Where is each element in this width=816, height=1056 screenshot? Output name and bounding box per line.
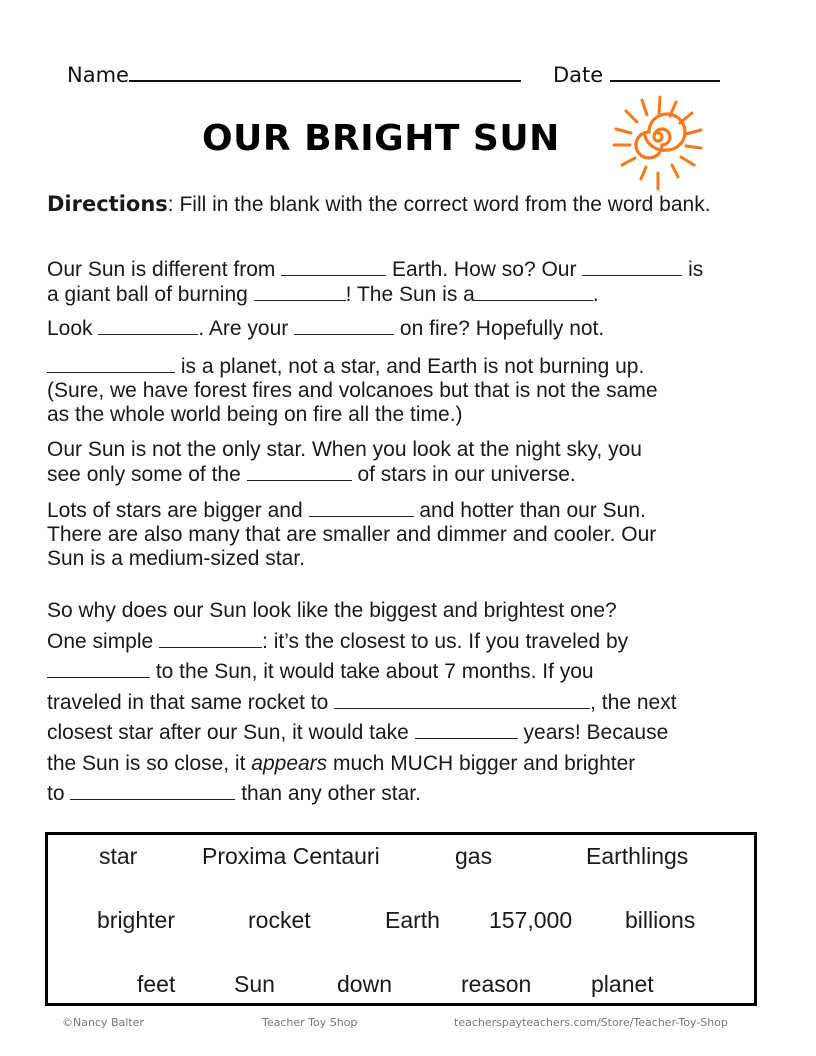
text: the Sun is so close, it [47, 751, 252, 775]
text: ! The Sun is a [345, 283, 475, 306]
text: to the Sun, it would take about 7 months. If you [150, 660, 594, 683]
date-blank[interactable] [610, 60, 720, 82]
text: One simple [47, 629, 160, 653]
date-field[interactable] [553, 60, 720, 87]
blank-8[interactable] [247, 462, 352, 481]
word-bank-item: star [99, 843, 138, 869]
text: see only some of the [47, 463, 247, 486]
text: So why does our Sun look like the biggest and brightest one? [47, 599, 617, 622]
text: . Are your [198, 317, 295, 340]
text: Our Sun is not the only star. When you look at the night sky, you [47, 438, 642, 461]
word-bank-item: reason [461, 971, 532, 997]
text: . [592, 283, 599, 306]
word-bank-item: Earth [385, 907, 440, 933]
text: Sun is a medium-sized star. [47, 547, 305, 570]
paragraph-5 [47, 498, 787, 571]
name-blank[interactable] [129, 60, 521, 82]
text: on fire? Hopefully not. [394, 317, 605, 340]
directions [47, 192, 711, 217]
text: as the whole world being on fire all the time.) [47, 403, 463, 426]
text: much MUCH bigger and brighter [327, 751, 636, 775]
blank-9[interactable] [309, 498, 414, 517]
text: closest star after our Sun, it would take [47, 721, 415, 744]
paragraph-4 [47, 438, 787, 487]
blank-7[interactable] [47, 354, 175, 373]
date-label: Date [553, 63, 604, 87]
text: (Sure, we have forest fires and volcanoes but that is not the same [47, 379, 658, 402]
word-bank-item: gas [455, 843, 493, 869]
blank-3[interactable] [254, 282, 346, 301]
name-field[interactable] [67, 60, 521, 87]
directions-text: : Fill in the blank with the correct word from the word bank. [167, 193, 711, 216]
text: and hotter than our Sun. [413, 499, 646, 522]
blank-13[interactable] [415, 720, 518, 739]
word-bank-item: down [337, 971, 392, 997]
paragraph-1 [47, 257, 787, 307]
text: Lots of stars are bigger and [47, 499, 309, 522]
text: is [682, 258, 704, 281]
footer-author: ©Nancy Balter [62, 1016, 144, 1029]
word-bank-item: Sun [234, 971, 275, 997]
text: a giant ball of burning [47, 283, 254, 306]
sun-spiral-icon [608, 93, 708, 193]
paragraph-3 [47, 354, 787, 427]
footer-url: teacherspayteachers.com/Store/Teacher-Toy-Shop [454, 1016, 728, 1029]
text: Our Sun is different from [47, 258, 282, 281]
blank-12[interactable] [334, 690, 590, 709]
footer-shop: Teacher Toy Shop [262, 1016, 358, 1029]
text: Look [47, 317, 99, 340]
text: than any other star. [235, 782, 421, 805]
blank-4[interactable] [475, 282, 593, 301]
blank-11[interactable] [47, 659, 150, 678]
text: traveled in that same rocket to [47, 690, 335, 714]
blank-10[interactable] [159, 629, 262, 648]
word-bank-item: billions [625, 907, 696, 933]
text: is a planet, not a star, and Earth is not burning up. [175, 355, 645, 378]
blank-1[interactable] [281, 257, 386, 276]
word-bank [45, 832, 757, 1006]
blank-2[interactable] [582, 257, 682, 276]
page-title: OUR BRIGHT SUN [202, 118, 560, 159]
word-bank-item: brighter [97, 907, 175, 933]
text: , the next [590, 690, 677, 714]
emphasis-text: appears [251, 751, 328, 775]
paragraph-2 [47, 316, 787, 341]
directions-label: Directions [47, 192, 168, 216]
word-bank-item: 157,000 [489, 907, 573, 933]
paragraph-6 [47, 596, 787, 810]
text: of stars in our universe. [351, 463, 576, 486]
blank-6[interactable] [294, 316, 394, 335]
word-bank-item: feet [137, 971, 176, 997]
name-label: Name [67, 63, 129, 87]
word-bank-item: Proxima Centauri [202, 843, 380, 869]
text: There are also many that are smaller and dimmer and cooler. Our [47, 523, 657, 546]
blank-14[interactable] [70, 781, 235, 800]
text: to [47, 782, 71, 805]
word-bank-item: planet [591, 971, 654, 997]
blank-5[interactable] [98, 316, 198, 335]
word-bank-item: rocket [248, 907, 311, 933]
text: : it’s the closest to us. If you traveled by [262, 629, 629, 653]
text: Earth. How so? Our [386, 258, 583, 281]
text: years! Because [517, 721, 669, 744]
word-bank-item: Earthlings [586, 843, 689, 869]
